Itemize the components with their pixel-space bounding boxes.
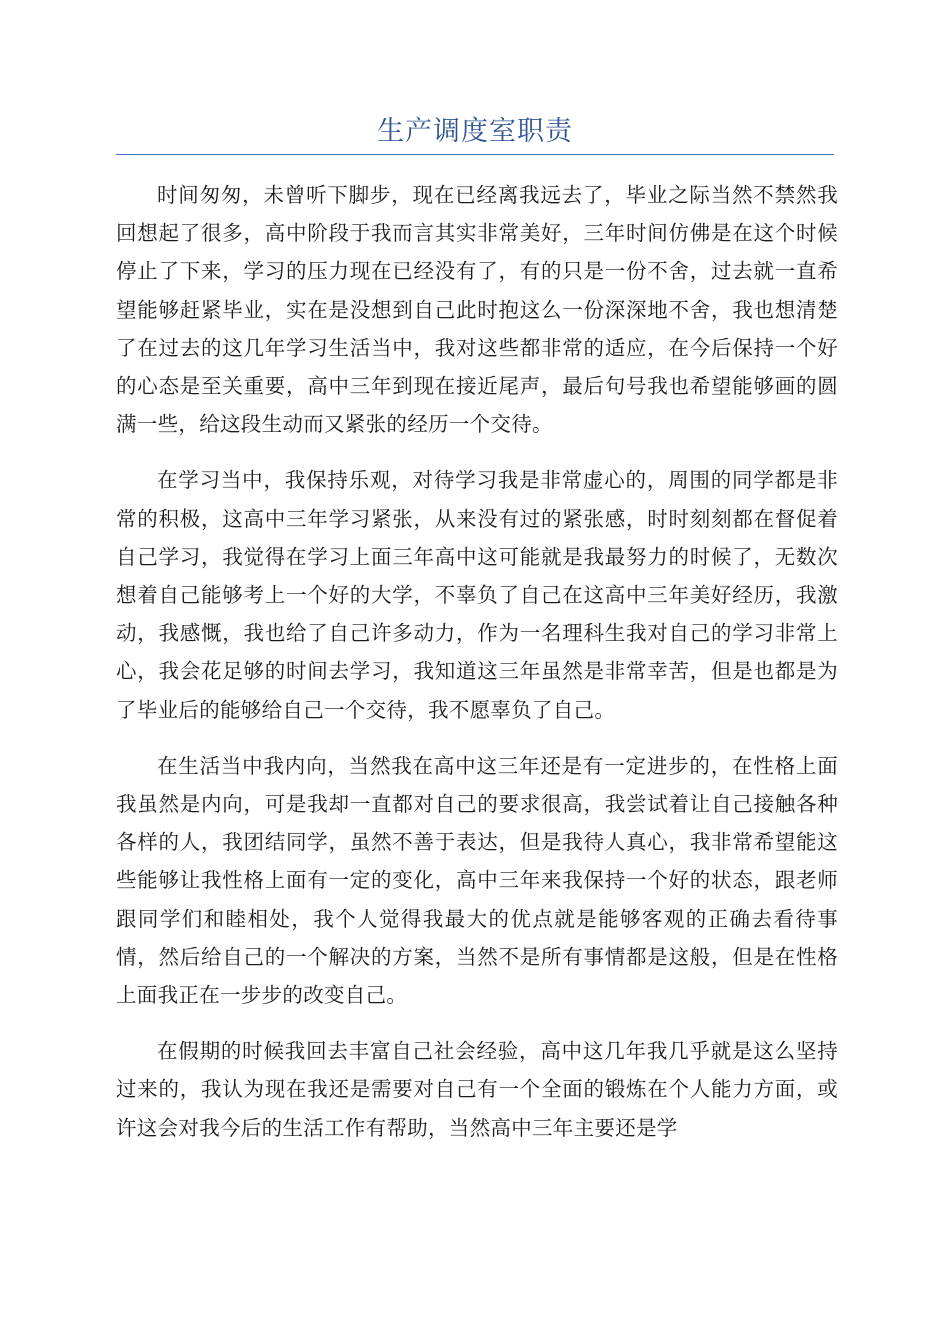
- document-title: 生产调度室职责: [377, 116, 573, 147]
- paragraph-3: 在生活当中我内向，当然我在高中这三年还是有一定进步的，在性格上面我虽然是内向，可是我却一直都对自己的要求很高，我尝试着让自己接触各种各样的人，我团结同学，虽然不善于表达，但是我待人真心，我非常希望能这些能够让我性格上面有一定的变化，高中三年来我保持一个好的状态，跟老师跟同学们和睦相处，我个人觉得我最大的优点就是能够客观的正确去看待事情，然后给自己的一个解决的方案，当然不是所有事情都是这般，但是在性格上面我正在一步步的改变自己。: [116, 753, 838, 1008]
- paragraph-1: 时间匆匆，未曾听下脚步，现在已经离我远去了，毕业之际当然不禁然我回想起了很多，高中阶段于我而言其实非常美好，三年时间仿佛是在这个时候停止了下来，学习的压力现在已经没有了，有的只是一份不舍，过去就一直希望能够赶紧毕业，实在是没想到自己此时抱这么一份深深地不舍，我也想清楚了在过去的这几年学习生活当中，我对这些都非常的适应，在今后保持一个好的心态是至关重要，高中三年到现在接近尾声，最后句号我也希望能够画的圆满一些，给这段生动而又紧张的经历一个交待。: [116, 183, 838, 437]
- title-underline: [116, 154, 834, 155]
- paragraph-2: 在学习当中，我保持乐观，对待学习我是非常虚心的，周围的同学都是非常的积极，这高中三年学习紧张，从来没有过的紧张感，时时刻刻都在督促着自己学习，我觉得在学习上面三年高中这可能就是我最努力的时候了，无数次想着自己能够考上一个好的大学，不辜负了自己在这高中三年美好经历，我激动，我感慨，我也给了自己许多动力，作为一名理科生我对自己的学习非常上心，我会花足够的时间去学习，我知道这三年虽然是非常幸苦，但是也都是为了毕业后的能够给自己一个交待，我不愿辜负了自己。: [116, 468, 838, 722]
- document-body: [116, 176, 838, 1165]
- paragraph-4: 在假期的时候我回去丰富自己社会经验，高中这几年我几乎就是这么坚持过来的，我认为现在我还是需要对自己有一个全面的锻炼在个人能力方面，或许这会对我今后的生活工作有帮助，当然高中三年主要还是学: [116, 1039, 838, 1140]
